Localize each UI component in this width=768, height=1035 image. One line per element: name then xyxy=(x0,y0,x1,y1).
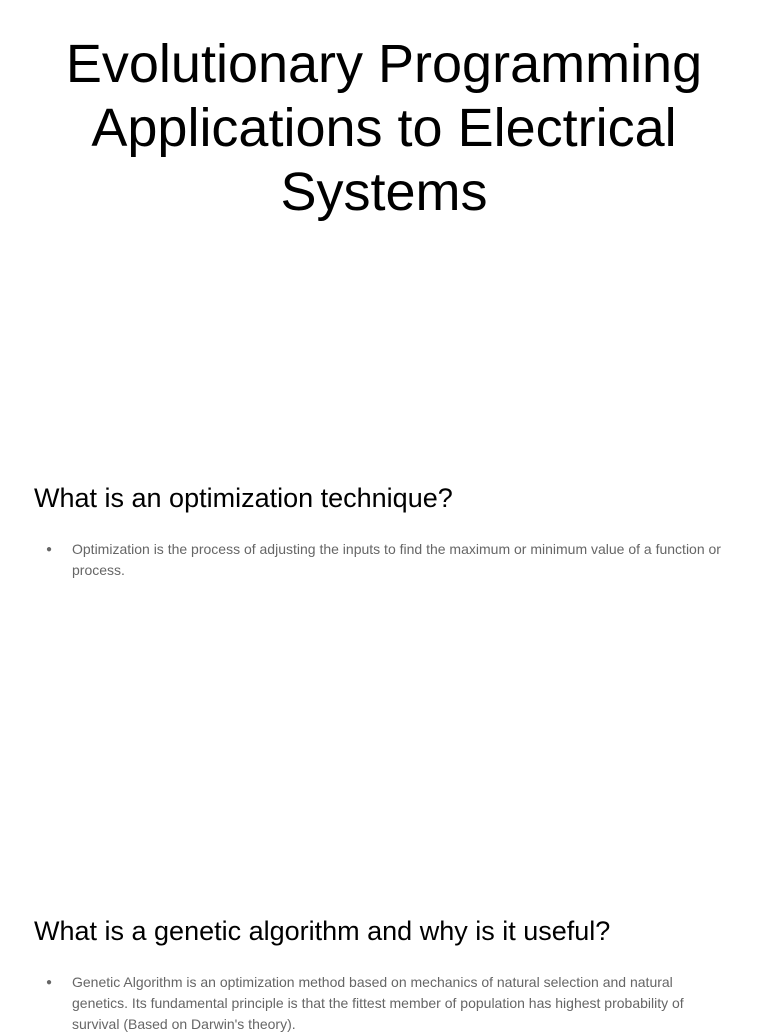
section-heading-genetic-algorithm: What is a genetic algorithm and why is it useful? xyxy=(34,916,611,946)
bullet-dot-icon: ● xyxy=(46,544,53,555)
page-title: Evolutionary Programming Applications to Electrical Systems xyxy=(65,34,703,222)
bullet-list-genetic-algorithm xyxy=(0,972,768,1035)
bullet-dot-icon: ● xyxy=(46,977,53,988)
list-item xyxy=(0,972,768,1035)
bullet-list-optimization xyxy=(0,539,768,581)
section-heading-optimization: What is an optimization technique? xyxy=(34,483,453,513)
list-item xyxy=(0,539,768,581)
bullet-text: Genetic Algorithm is an optimization method based on mechanics of natural selection and natural genetics. Its fundamental principle is that the fittest member of population has highest probability of survival (Based on Darwin's theory). xyxy=(72,974,684,1032)
bullet-text: Optimization is the process of adjusting the inputs to find the maximum or minimum value of a function or process. xyxy=(72,541,721,578)
